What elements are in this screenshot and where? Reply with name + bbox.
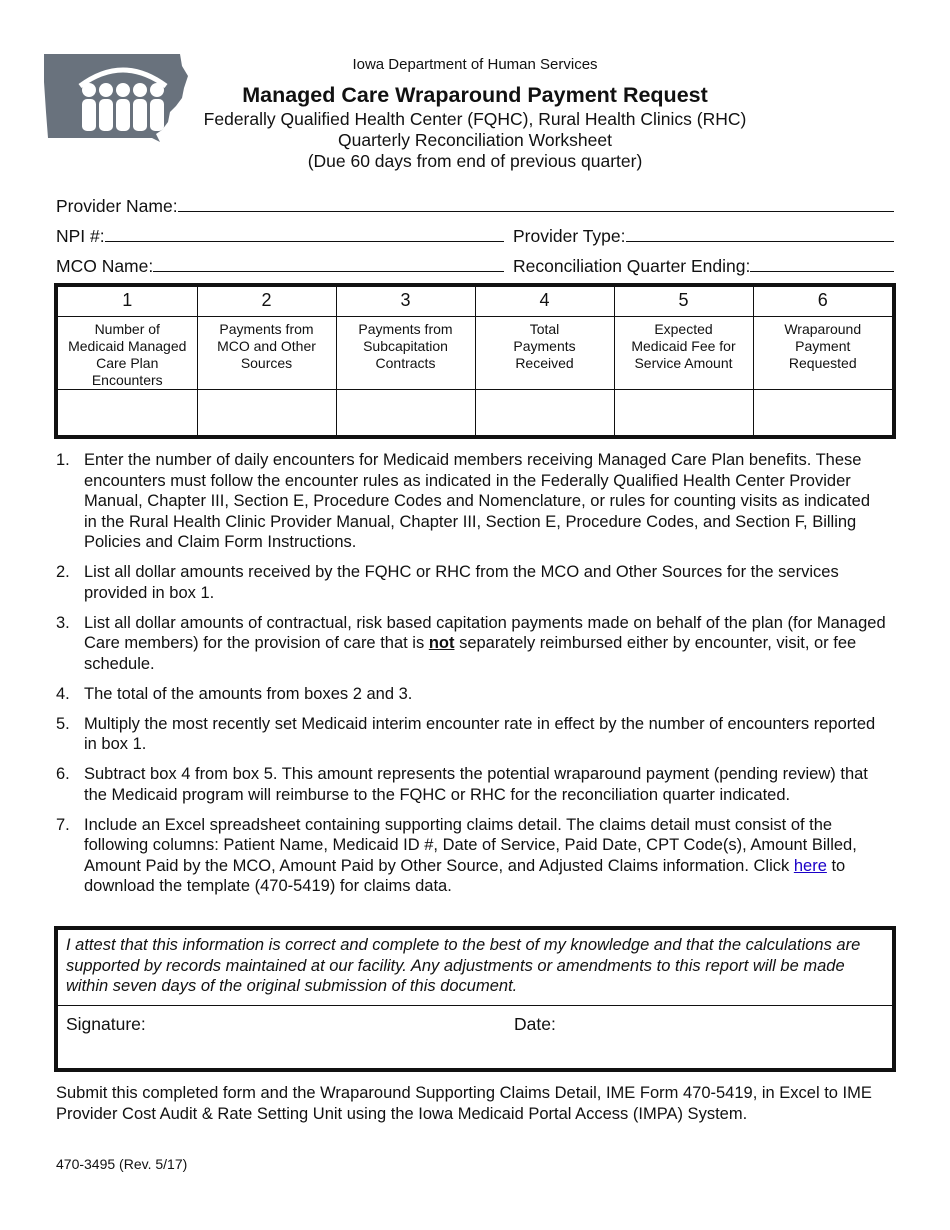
box-number: 3 (336, 287, 475, 317)
provider-name-row (56, 191, 894, 217)
mco-name-field[interactable] (153, 251, 504, 272)
box-3-input[interactable] (336, 390, 475, 436)
npi-row (56, 221, 504, 247)
date-label: Date: (514, 1014, 556, 1034)
emphasis-not: not (428, 634, 455, 652)
box-header-expected-fee: Expected Medicaid Fee for Service Amount (614, 317, 753, 390)
instruction-text: Multiply the most recently set Medicaid interim encounter rate in effect by the number of encounters reported in box 1. (84, 714, 876, 753)
list-item: 2. List all dollar amounts received by the FQHC or RHC from the MCO and Other Sources for the services provided in box 1. (56, 562, 886, 603)
form-subtitle-worksheet: Quarterly Reconciliation Worksheet (338, 130, 612, 150)
reconciliation-table (54, 283, 896, 439)
instruction-text: Include an Excel spreadsheet containing supporting claims detail. The claims detail must consist of the following columns: Patient Name, Medicaid ID #, Date of Service, Paid Date, CPT Code(s), Amount Billed, Amount Paid by the MCO, Amount Paid by Other Source, and Adjusted Claims information. Click here to download the template (470-5419) for claims data. (84, 815, 857, 895)
quarter-ending-field[interactable] (750, 251, 894, 272)
npi-field[interactable] (105, 221, 504, 242)
form-subtitle: Federally Qualified Health Center (FQHC), Rural Health Clinics (RHC) (203, 109, 747, 129)
provider-type-label: Provider Type: (513, 226, 626, 246)
box-header-subcapitation: Payments from Subcapitation Contracts (336, 317, 475, 390)
submit-instructions: Submit this completed form and the Wraparound Supporting Claims Detail, IME Form 470-5419, in Excel to IME Provider Cost Audit & Rate Setting Unit using the Iowa Medicaid Portal Access (IMPA) System. (56, 1084, 872, 1123)
list-item: 7. Include an Excel spreadsheet containing supporting claims detail. The claims detail must consist of the following columns: Patient Name, Medicaid ID #, Date of Service, Paid Date, CPT Code(s), Amount Billed, Amount Paid by the MCO, Amount Paid by Other Source, and Adjusted Claims information. Click here to download the template (470-5419) for claims data. (56, 815, 886, 897)
list-item: 6. Subtract box 4 from box 5. This amount represents the potential wraparound payment (pending review) that the Medicaid program will reimburse to the FQHC or RHC for the reconciliation quarter indicated. (56, 764, 886, 805)
instructions-list (56, 450, 886, 906)
template-download-link[interactable]: here (793, 856, 827, 875)
instruction-text: The total of the amounts from boxes 2 and 3. (84, 684, 413, 703)
box-number: 6 (753, 287, 892, 317)
box-6-input[interactable] (753, 390, 892, 436)
form-due-note: (Due 60 days from end of previous quarter) (307, 151, 643, 171)
box-2-input[interactable] (197, 390, 336, 436)
provider-name-field[interactable] (178, 191, 894, 212)
mco-name-label: MCO Name: (56, 256, 154, 276)
box-4-input[interactable] (475, 390, 614, 436)
department-name: Iowa Department of Human Services (352, 56, 598, 73)
instruction-text: Enter the number of daily encounters for Medicaid members receiving Managed Care Plan benefits. These encounters must follow the encounter rules as indicated in the Federally Qualified Health Center Provider Manual, Chapter III, Section E, Procedure Codes and Nomenclature, or rules for counting visits as indicated in the Rural Health Clinic Provider Manual, Chapter III, Section E, Procedure Codes, and Section F, Billing Policies and Claim Form Instructions. (84, 451, 870, 551)
quarter-ending-label: Reconciliation Quarter Ending: (513, 256, 751, 276)
box-1-input[interactable] (58, 390, 197, 436)
form-number: 470-3495 (Rev. 5/17) (56, 1156, 188, 1172)
form-title: Managed Care Wraparound Payment Request (242, 83, 708, 107)
provider-type-field[interactable] (626, 221, 894, 242)
box-number: 2 (197, 287, 336, 317)
list-item: 4. The total of the amounts from boxes 2 and 3. (56, 684, 886, 705)
box-5-input[interactable] (614, 390, 753, 436)
box-header-wraparound: Wraparound Payment Requested (753, 317, 892, 390)
provider-name-label: Provider Name: (56, 196, 178, 216)
box-number: 5 (614, 287, 753, 317)
instruction-text: List all dollar amounts of contractual, risk based capitation payments made on behalf of the plan (for Managed Care members) for the provision of care that is not separately reimbursed either by encounter, visit, or fee schedule. (84, 613, 886, 673)
npi-label: NPI #: (56, 226, 105, 246)
list-item: 5. Multiply the most recently set Medicaid interim encounter rate in effect by the number of encounters reported in box 1. (56, 714, 886, 755)
box-header-total-payments: Total Payments Received (475, 317, 614, 390)
list-item: 3. List all dollar amounts of contractual, risk based capitation payments made on behalf of the plan (for Managed Care members) for the provision of care that is not separately reimbursed either by encounter, visit, or fee schedule. (56, 613, 886, 673)
signature-label: Signature: (66, 1014, 146, 1034)
box-header-mco-payments: Payments from MCO and Other Sources (197, 317, 336, 390)
attestation-text: I attest that this information is correct and complete to the best of my knowledge and that the calculations are supported by records maintained at our facility. Any adjustments or amendments to this report will be made within seven days of the original submission of this document. (58, 930, 892, 1006)
list-item: 1. Enter the number of daily encounters for Medicaid members receiving Managed Care Plan benefits. These encounters must follow the encounter rules as indicated in the Federally Qualified Health Center Provider Manual, Chapter III, Section E, Procedure Codes and Nomenclature, or rules for counting visits as indicated in the Rural Health Clinic Provider Manual, Chapter III, Section E, Procedure Codes, and Section F, Billing Policies and Claim Form Instructions. (56, 450, 886, 553)
box-header-encounters: Number of Medicaid Managed Care Plan Encounters (58, 317, 197, 390)
box-number: 1 (58, 287, 197, 317)
instruction-text: List all dollar amounts received by the FQHC or RHC from the MCO and Other Sources for the services provided in box 1. (84, 563, 839, 602)
attestation-box (54, 926, 896, 1072)
instruction-text: Subtract box 4 from box 5. This amount represents the potential wraparound payment (pending review) that the Medicaid program will reimburse to the FQHC or RHC for the reconciliation quarter indicated. (84, 765, 868, 804)
quarter-ending-row (513, 251, 894, 277)
provider-type-row (513, 221, 894, 247)
box-number: 4 (475, 287, 614, 317)
mco-name-row (56, 251, 504, 277)
